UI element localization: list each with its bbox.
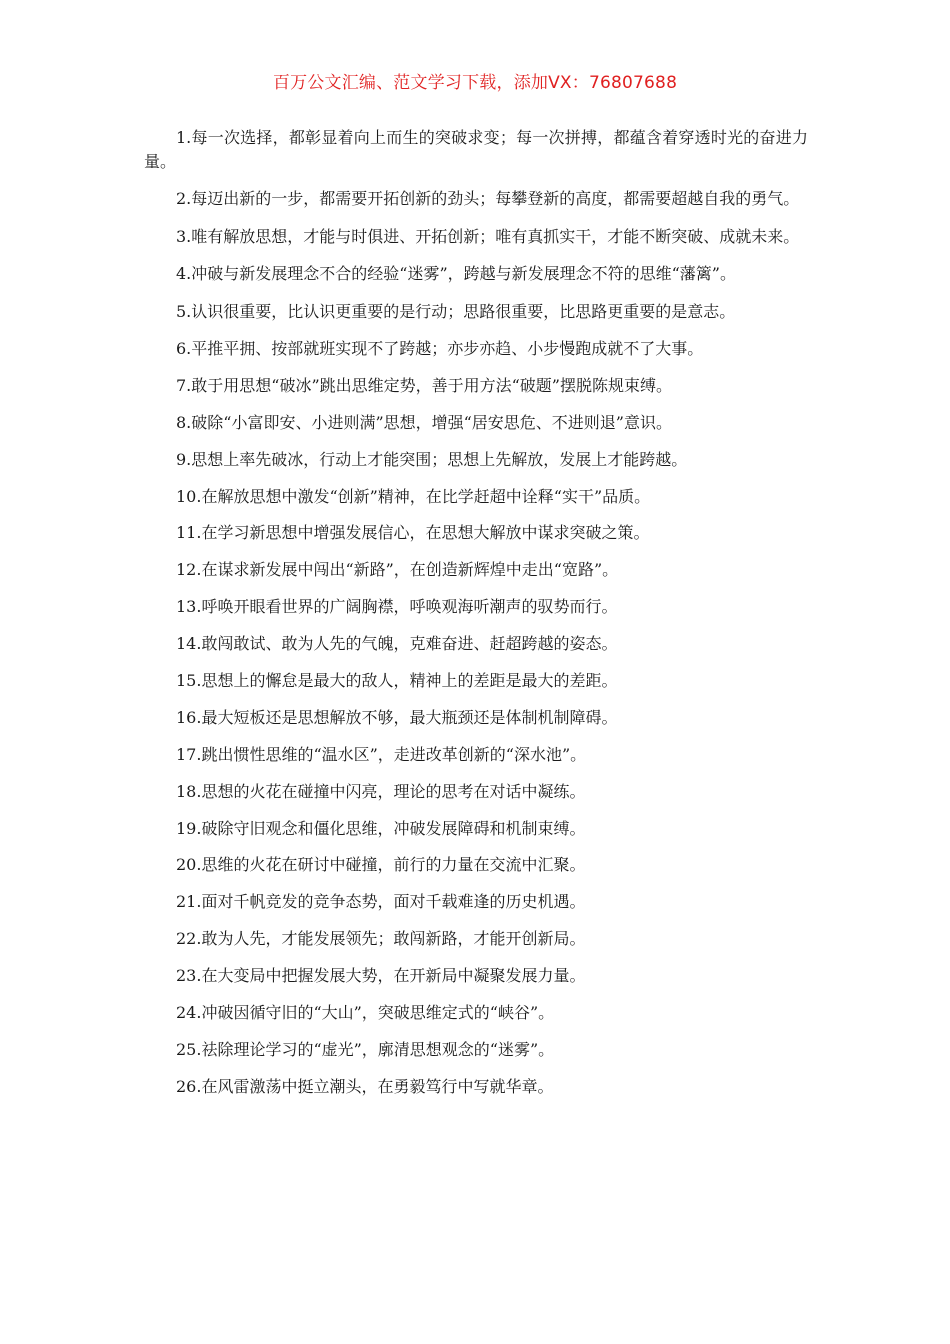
sentence-list [144, 126, 808, 1112]
list-item: 1.每一次选择，都彰显着向上而生的突破求变；每一次拼搏，都蕴含着穿透时光的奋进力量。 [144, 128, 808, 171]
list-item: 25.祛除理论学习的“虚光”，廓清思想观念的“迷雾”。 [176, 1039, 555, 1059]
list-item: 26.在风雷激荡中挺立潮头，在勇毅笃行中写就华章。 [176, 1076, 554, 1096]
list-item: 6.平推平拥、按部就班实现不了跨越；亦步亦趋、小步慢跑成就不了大事。 [176, 339, 704, 358]
list-item: 9.思想上率先破冰，行动上才能突围；思想上先解放，发展上才能跨越。 [176, 449, 688, 469]
list-item: 8.破除“小富即安、小进则满”思想，增强“居安思危、不进则退”意识。 [176, 412, 672, 432]
list-item: 23.在大变局中把握发展大势，在开新局中凝聚发展力量。 [176, 966, 586, 986]
list-item: 21.面对千帆竞发的竞争态势，面对千载难逢的历史机遇。 [176, 892, 586, 912]
promo-header: 百万公文汇编、范文学习下载，添加VX：76807688 [272, 73, 678, 93]
list-item: 24.冲破因循守旧的“大山”，突破思维定式的“峡谷”。 [176, 1003, 555, 1023]
list-item: 4.冲破与新发展理念不合的经验“迷雾”，跨越与新发展理念不符的思维“藩篱”。 [176, 264, 736, 283]
list-item: 10.在解放思想中激发“创新”精神，在比学赶超中诠释“实干”品质。 [176, 486, 651, 506]
list-item: 18.思想的火花在碰撞中闪亮，理论的思考在对话中凝练。 [176, 781, 586, 801]
list-item: 12.在谋求新发展中闯出“新路”，在创造新辉煌中走出“宽路”。 [176, 560, 619, 580]
list-item: 20.思维的火花在研讨中碰撞，前行的力量在交流中汇聚。 [176, 855, 586, 875]
list-item: 16.最大短板还是思想解放不够，最大瓶颈还是体制机制障碍。 [176, 707, 618, 727]
list-item: 7.敢于用思想“破冰”跳出思维定势，善于用方法“破题”摆脱陈规束缚。 [176, 375, 672, 395]
list-item: 14.敢闯敢试、敢为人先的气魄，克难奋进、赶超跨越的姿态。 [176, 634, 618, 654]
list-item: 22.敢为人先，才能发展领先；敢闯新路，才能开创新局。 [176, 929, 586, 949]
list-item: 17.跳出惯性思维的“温水区”，走进改革创新的“深水池”。 [176, 744, 587, 764]
list-item: 19.破除守旧观念和僵化思维，冲破发展障碍和机制束缚。 [176, 818, 586, 838]
list-item: 2.每迈出新的一步，都需要开拓创新的劲头；每攀登新的高度，都需要超越自我的勇气。 [176, 189, 800, 208]
list-item: 11.在学习新思想中增强发展信心，在思想大解放中谋求突破之策。 [176, 523, 650, 543]
list-item: 15.思想上的懈怠是最大的敌人，精神上的差距是最大的差距。 [176, 671, 618, 691]
list-item: 3.唯有解放思想，才能与时俱进、开拓创新；唯有真抓实干，才能不断突破、成就未来。 [176, 226, 800, 246]
list-item: 13.呼唤开眼看世界的广阔胸襟，呼唤观海听潮声的驭势而行。 [176, 597, 618, 617]
list-item: 5.认识很重要，比认识更重要的是行动；思路很重要，比思路更重要的是意志。 [176, 301, 736, 321]
